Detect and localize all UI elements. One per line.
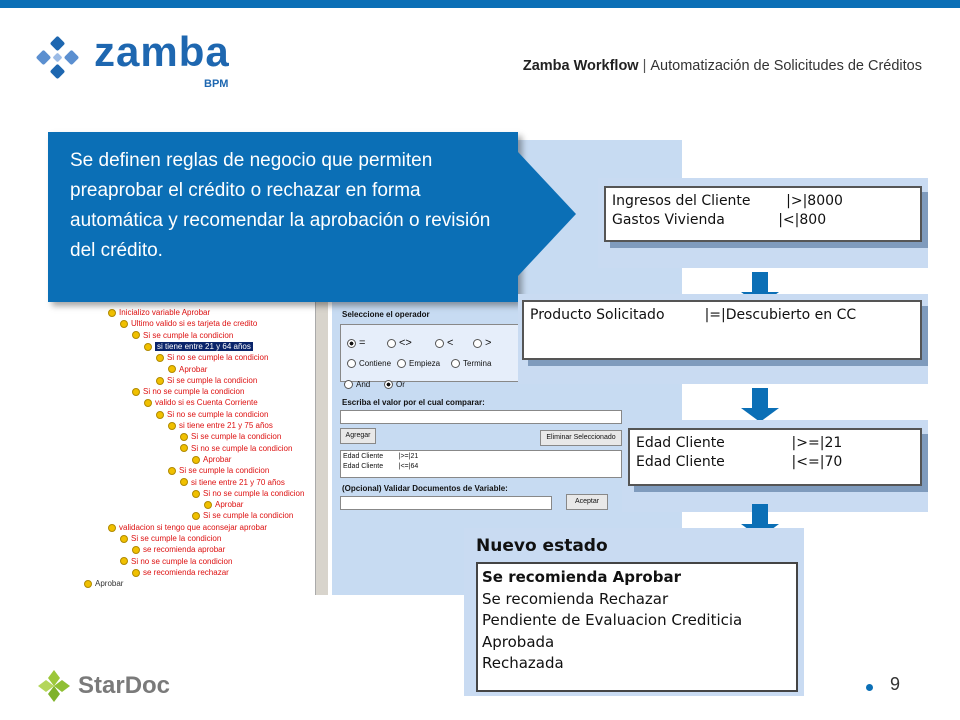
zamba-logo-bpm: BPM bbox=[204, 78, 229, 90]
tree-node[interactable] bbox=[144, 398, 258, 407]
operator-group bbox=[340, 324, 542, 382]
op-greater-option[interactable]: > bbox=[473, 337, 491, 349]
tree-node-icon bbox=[168, 422, 176, 430]
zamba-logo-text: zamba bbox=[94, 28, 230, 75]
tree-node[interactable] bbox=[120, 557, 232, 566]
conditions-list[interactable] bbox=[340, 450, 622, 478]
tree-node[interactable] bbox=[156, 353, 268, 362]
tree-node[interactable] bbox=[132, 387, 244, 396]
tree-node[interactable] bbox=[108, 523, 267, 532]
tree-node-label: Ultimo valido si es tarjeta de credito bbox=[131, 319, 258, 329]
logic-or-radio[interactable] bbox=[384, 380, 393, 389]
arrow-down-icon bbox=[752, 504, 768, 530]
tree-node-label: Si se cumple la condicion bbox=[203, 511, 294, 521]
tree-node-icon bbox=[204, 501, 212, 509]
tree-node-icon bbox=[84, 580, 92, 588]
page-title-separator: | bbox=[642, 58, 647, 74]
tree-node-icon bbox=[108, 309, 116, 317]
tree-node-label: valido si es Cuenta Corriente bbox=[155, 398, 258, 408]
tree-node-icon bbox=[156, 377, 164, 385]
rule-line: Edad Cliente |<=|70 bbox=[636, 454, 843, 470]
op-ends-option[interactable]: Termina bbox=[451, 359, 491, 368]
op-contains-option[interactable]: Contiene bbox=[347, 359, 391, 368]
tree-node-label: Si se cumple la condicion bbox=[143, 330, 234, 340]
tree-node[interactable] bbox=[180, 478, 285, 487]
tree-node-icon bbox=[120, 557, 128, 565]
callout-text: Se definen reglas de negocio que permiten preaprobar el crédito o rechazar en forma automática y recomendar la aprobación o revisión del crédito. bbox=[70, 150, 491, 261]
tree-node-label: Si se cumple la condicion bbox=[179, 466, 270, 476]
tree-node[interactable] bbox=[180, 432, 281, 441]
tree-node-icon bbox=[132, 546, 140, 554]
tree-node[interactable] bbox=[204, 500, 243, 509]
state-option[interactable]: Aprobada bbox=[482, 632, 555, 651]
rule-box-age bbox=[628, 428, 922, 486]
rule-box-product bbox=[522, 300, 922, 360]
top-accent-bar bbox=[0, 0, 960, 8]
page-number: 9 bbox=[890, 674, 901, 694]
tree-node-icon bbox=[192, 456, 200, 464]
logic-and-option[interactable]: And bbox=[344, 380, 370, 389]
tree-node-label: Si se cumple la condicion bbox=[167, 375, 258, 385]
tree-node-label: Si no se cumple la condicion bbox=[167, 409, 269, 419]
op-greater-radio[interactable] bbox=[473, 339, 482, 348]
logic-or-option[interactable]: Or bbox=[384, 380, 405, 389]
page-bullet-icon bbox=[866, 684, 873, 691]
tree-node-label: Si no se cumple la condicion bbox=[143, 387, 245, 397]
tree-node[interactable] bbox=[192, 455, 231, 464]
accept-button[interactable]: Aceptar bbox=[566, 494, 608, 510]
tree-node-label: se recomienda aprobar bbox=[143, 545, 226, 555]
op-ends-radio[interactable] bbox=[451, 359, 460, 368]
op-starts-option[interactable]: Empieza bbox=[397, 359, 440, 368]
tree-node-label: si tiene entre 21 y 64 años bbox=[157, 341, 251, 351]
op-contains-radio[interactable] bbox=[347, 359, 356, 368]
tree-node-icon bbox=[132, 569, 140, 577]
stardoc-mark-icon bbox=[36, 668, 72, 704]
tree-node-label: Si no se cumple la condicion bbox=[191, 443, 293, 453]
tree-node-icon bbox=[156, 411, 164, 419]
tree-node[interactable] bbox=[144, 342, 253, 351]
op-notequal-option[interactable]: <> bbox=[387, 337, 412, 349]
optional-docs-input[interactable] bbox=[340, 496, 552, 510]
tree-node[interactable] bbox=[168, 365, 207, 374]
tree-node-icon bbox=[144, 343, 152, 351]
operator-label: Seleccione el operador bbox=[342, 310, 430, 319]
op-less-radio[interactable] bbox=[435, 339, 444, 348]
tree-node-icon bbox=[180, 478, 188, 486]
add-button[interactable]: Agregar bbox=[340, 428, 376, 444]
new-state-panel bbox=[464, 528, 804, 696]
tree-node-label: si tiene entre 21 y 75 años bbox=[179, 421, 273, 430]
op-less-option[interactable]: < bbox=[435, 337, 453, 349]
zamba-logo bbox=[34, 28, 234, 94]
tree-node[interactable] bbox=[132, 545, 225, 554]
tree-node-label: Si se cumple la condicion bbox=[191, 432, 282, 442]
tree-node-icon bbox=[168, 467, 176, 475]
state-option[interactable]: Se recomienda Aprobar bbox=[482, 568, 681, 586]
rule-box-income bbox=[604, 186, 922, 242]
tree-node[interactable] bbox=[120, 534, 221, 543]
tree-node[interactable] bbox=[156, 410, 268, 419]
tree-node-icon bbox=[156, 354, 164, 362]
tree-node-label: Si se cumple la condicion bbox=[131, 534, 222, 543]
condition-row[interactable]: Edad Cliente |>=|21 bbox=[343, 453, 419, 460]
tree-node[interactable] bbox=[192, 511, 293, 520]
stardoc-logo bbox=[36, 668, 186, 704]
tree-node[interactable] bbox=[132, 568, 229, 577]
tree-node-label: Si no se cumple la condicion bbox=[131, 556, 233, 566]
tree-node-label: Aprobar bbox=[203, 454, 232, 464]
tree-node-label: Si no se cumple la condicion bbox=[167, 353, 269, 363]
tree-node-icon bbox=[192, 512, 200, 520]
tree-node-label: Aprobar bbox=[179, 364, 208, 374]
optional-label: (Opcional) Validar Documentos de Variable: bbox=[342, 484, 508, 493]
rule-line: Edad Cliente |>=|21 bbox=[636, 435, 843, 451]
state-option[interactable]: Se recomienda Rechazar bbox=[482, 589, 669, 608]
page-title bbox=[523, 58, 922, 74]
tree-node-label: se recomienda rechazar bbox=[143, 567, 229, 577]
callout-arrow-icon bbox=[518, 152, 576, 276]
new-state-list[interactable] bbox=[476, 562, 798, 692]
tree-node-icon bbox=[144, 399, 152, 407]
tree-node-label: Aprobar bbox=[215, 500, 244, 510]
rule-line: Gastos Vivienda |<|800 bbox=[612, 212, 827, 228]
tree-node-icon bbox=[180, 444, 188, 452]
tree-node-icon bbox=[120, 320, 128, 328]
tree-node-icon bbox=[132, 331, 140, 339]
tree-node-label: validacion si tengo que aconsejar aprobar bbox=[119, 522, 268, 532]
tree-node-label: si tiene entre 21 y 70 años bbox=[191, 477, 285, 487]
zamba-logo-mark-icon bbox=[34, 36, 90, 88]
tree-node[interactable] bbox=[84, 579, 123, 588]
tree-node-icon bbox=[168, 365, 176, 373]
arrow-down-icon bbox=[752, 388, 768, 414]
value-label: Escriba el valor por el cual comparar: bbox=[342, 398, 485, 407]
logic-and-radio[interactable] bbox=[344, 380, 353, 389]
tree-node-label: Si no se cumple la condicion bbox=[203, 488, 305, 498]
tree-node-label: Aprobar bbox=[95, 579, 124, 589]
state-option[interactable]: Pendiente de Evaluacion Crediticia bbox=[482, 611, 743, 629]
op-equals-option[interactable]: = bbox=[347, 337, 365, 349]
op-equals-radio[interactable] bbox=[347, 339, 356, 348]
tree-node[interactable] bbox=[168, 466, 269, 475]
state-option[interactable]: Rechazada bbox=[482, 654, 564, 672]
tree-node[interactable] bbox=[192, 489, 304, 498]
tree-node[interactable] bbox=[132, 331, 233, 340]
rule-line: Producto Solicitado |=|Descubierto en CC bbox=[530, 307, 857, 323]
tree-node[interactable] bbox=[108, 308, 210, 317]
tree-node-label: Inicializo variable Aprobar bbox=[119, 308, 211, 317]
tree-node[interactable] bbox=[180, 444, 292, 453]
tree-node-icon bbox=[180, 433, 188, 441]
tree-node[interactable] bbox=[120, 319, 257, 328]
op-starts-radio[interactable] bbox=[397, 359, 406, 368]
page-title-subtitle: Automatización de Solicitudes de Créditos bbox=[650, 58, 922, 74]
tree-node[interactable] bbox=[156, 376, 257, 385]
tree-node-icon bbox=[132, 388, 140, 396]
page-title-product: Zamba Workflow bbox=[522, 58, 639, 74]
remove-selected-button[interactable]: Eliminar Seleccionado bbox=[540, 430, 622, 446]
condition-row[interactable]: Edad Cliente |<=|64 bbox=[343, 463, 419, 470]
tree-node[interactable] bbox=[168, 421, 273, 430]
tree-node-icon bbox=[192, 490, 200, 498]
tree-node-icon bbox=[108, 524, 116, 532]
rule-line: Ingresos del Cliente |>|8000 bbox=[612, 193, 843, 209]
tree-node-icon bbox=[120, 535, 128, 543]
value-input[interactable] bbox=[340, 410, 622, 424]
callout-box bbox=[48, 132, 518, 302]
new-state-title: Nuevo estado bbox=[476, 536, 608, 556]
stardoc-logo-text: StarDoc bbox=[78, 672, 171, 699]
op-notequal-radio[interactable] bbox=[387, 339, 396, 348]
